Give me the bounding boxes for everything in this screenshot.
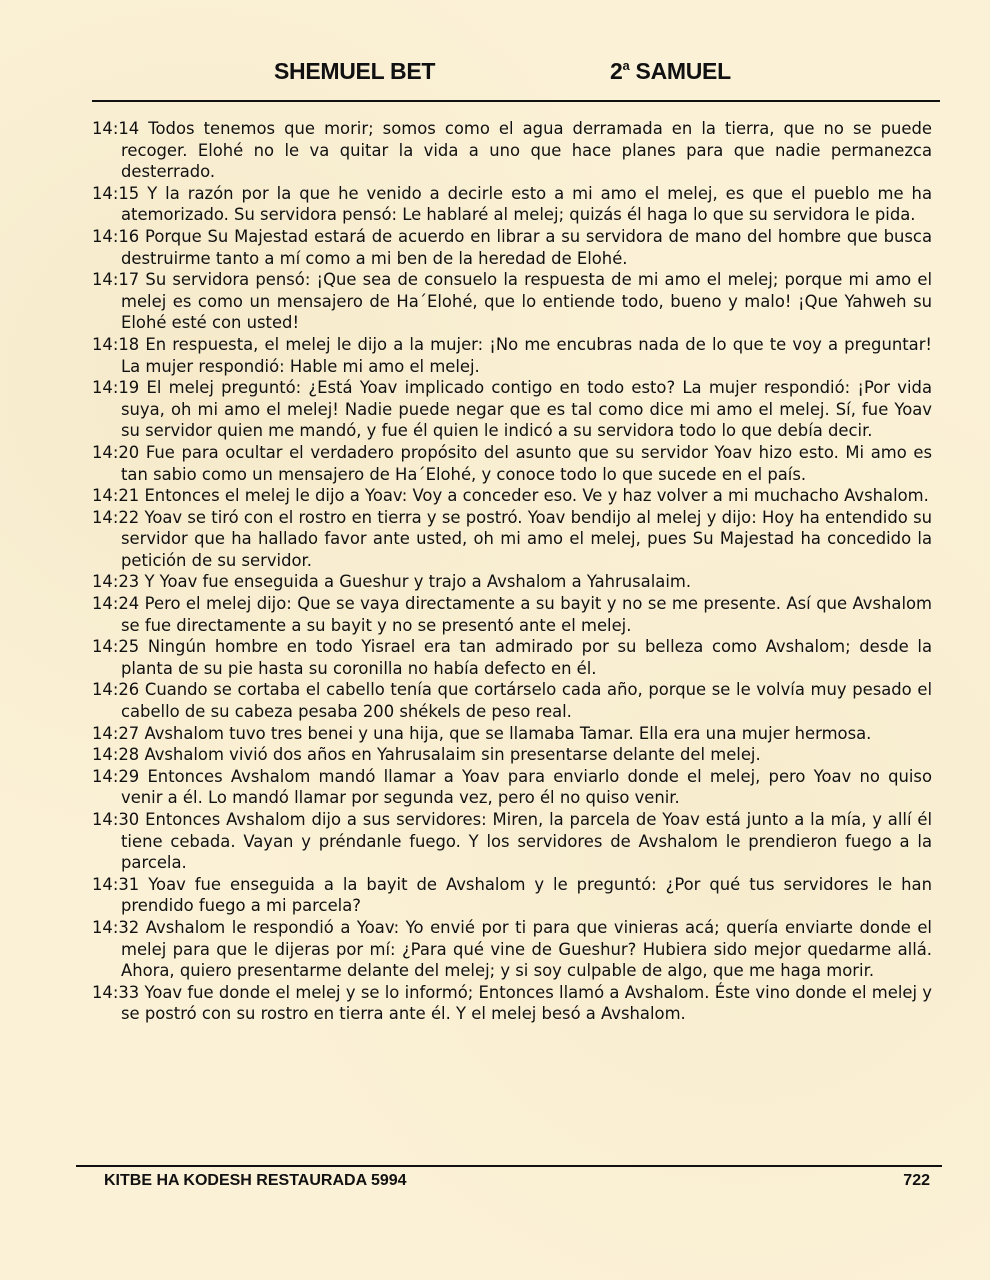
footer-title: KITBE HA KODESH RESTAURADA 5994 <box>104 1172 407 1189</box>
verse-14-16: 14:16 Porque Su Majestad estará de acuerdo en librar a su servidora de mano del hombre que busca destruirme tanto a mí como a mi ben de la heredad de Elohé. <box>92 226 932 268</box>
verse-14-24: 14:24 Pero el melej dijo: Que se vaya directamente a su bayit y no se me presente. Así que Avshalom se fue directamente a su bayit y no se presentó ante el melej. <box>92 594 932 635</box>
page-number: 722 <box>903 1172 930 1189</box>
verse-14-14: 14:14 Todos tenemos que morir; somos como el agua derramada en la tierra, que no se puede recoger. Elohé no le va quitar la vida a uno que hace planes para que nadie permanezca desterrado. <box>92 119 932 182</box>
verse-14-28: 14:28 Avshalom vivió dos años en Yahrusalaim sin presentarse delante del melej. <box>92 745 761 765</box>
page-footer <box>0 1172 990 1196</box>
verse-14-21: 14:21 Entonces el melej le dijo a Yoav: Voy a conceder eso. Ve y haz volver a mi muchacho Avshalom. <box>92 486 929 506</box>
verse-14-15: 14:15 Y la razón por la que he venido a decirle esto a mi amo el melej, es que el pueblo me ha atemorizado. Su servidora pensó: Le hablaré al melej; quizás él haga lo que su servidora le pida. <box>92 183 932 225</box>
verse-14-27: 14:27 Avshalom tuvo tres benei y una hija, que se llamaba Tamar. Ella era una mujer hermosa. <box>92 723 872 743</box>
verse-14-18: 14:18 En respuesta, el melej le dijo a la mujer: ¡No me encubras nada de lo que te voy a preguntar! La mujer respondió: Hable mi amo el melej. <box>92 334 932 376</box>
header-book-spanish <box>610 58 731 85</box>
verse-14-30: 14:30 Entonces Avshalom dijo a sus servidores: Miren, la parcela de Yoav está junto a la mía, y allí él tiene cebada. Vayan y préndanle fuego. Y los servidores de Avshalom le prendieron fuego a la parcela. <box>92 810 932 873</box>
verse-14-31: 14:31 Yoav fue enseguida a la bayit de Avshalom y le preguntó: ¿Por qué tus servidores le han prendido fuego a mi parcela? <box>92 874 932 916</box>
verse-14-25: 14:25 Ningún hombre en todo Yisrael era tan admirado por su belleza como Avshalom; desde la planta de su pie hasta su coronilla no había defecto en él. <box>92 637 932 678</box>
verse-14-29: 14:29 Entonces Avshalom mandó llamar a Yoav para enviarlo donde el melej, pero Yoav no quiso venir a él. Lo mandó llamar por segunda vez, pero él no quiso venir. <box>92 766 932 808</box>
verse-14-20: 14:20 Fue para ocultar el verdadero propósito del asunto que su servidor Yoav hizo esto. Mi amo es tan sabio como un mensajero de Ha´Elohé, y conoce todo lo que sucede en el país. <box>92 442 932 484</box>
verse-14-26: 14:26 Cuando se cortaba el cabello tenía que cortárselo cada año, porque se le volvía muy pesado el cabello de su cabeza pesaba 200 shékels de peso real. <box>92 680 932 722</box>
footer-divider <box>76 1165 942 1167</box>
header-book-name: SAMUEL <box>635 58 731 84</box>
page-header <box>0 58 990 92</box>
header-divider <box>92 100 940 102</box>
header-book-number: 2 <box>610 58 623 84</box>
verse-14-23: 14:23 Y Yoav fue enseguida a Gueshur y trajo a Avshalom a Yahrusalaim. <box>92 572 692 592</box>
header-book-hebrew: SHEMUEL BET <box>274 58 436 84</box>
verse-14-32: 14:32 Avshalom le respondió a Yoav: Yo envié por ti para que vinieras acá; quería enviarte donde el melej para que le dijeras por mí: ¿Para qué vine de Gueshur? Hubiera sido mejor quedarme allá. Ahora, quiero presentarme delante del melej; y si soy culpable de algo, que me haga morir. <box>92 917 932 981</box>
verse-14-33: 14:33 Yoav fue donde el melej y se lo informó; Entonces llamó a Avshalom. Éste vino donde el melej y se postró con su rostro en tierra ante él. Y el melej besó a Avshalom. <box>92 982 932 1024</box>
verse-14-22: 14:22 Yoav se tiró con el rostro en tierra y se postró. Yoav bendijo al melej y dijo: Hoy ha entendido su servidor que ha hallado favor ante usted, oh mi amo el melej, pues Su Majestad ha concedido la petición de su servidor. <box>92 507 932 570</box>
verse-14-19: 14:19 El melej preguntó: ¿Está Yoav implicado contigo en todo esto? La mujer respondió: ¡Por vida suya, oh mi amo el melej! Nadie puede negar que es tal como dice mi amo el melej. Sí, fue Yoav su servidor quien me mandó, y fue él quien le indicó a su servidora todo lo que debía decir. <box>92 378 932 441</box>
verse-14-17: 14:17 Su servidora pensó: ¡Que sea de consuelo la respuesta de mi amo el melej; porque mi amo el melej es como un mensajero de Ha´Elohé, que lo entiende todo, bueno y malo! ¡Que Yahweh su Elohé esté con usted! <box>92 270 932 333</box>
header-book-number-sup: a <box>622 58 630 73</box>
verse-list <box>92 118 932 1025</box>
